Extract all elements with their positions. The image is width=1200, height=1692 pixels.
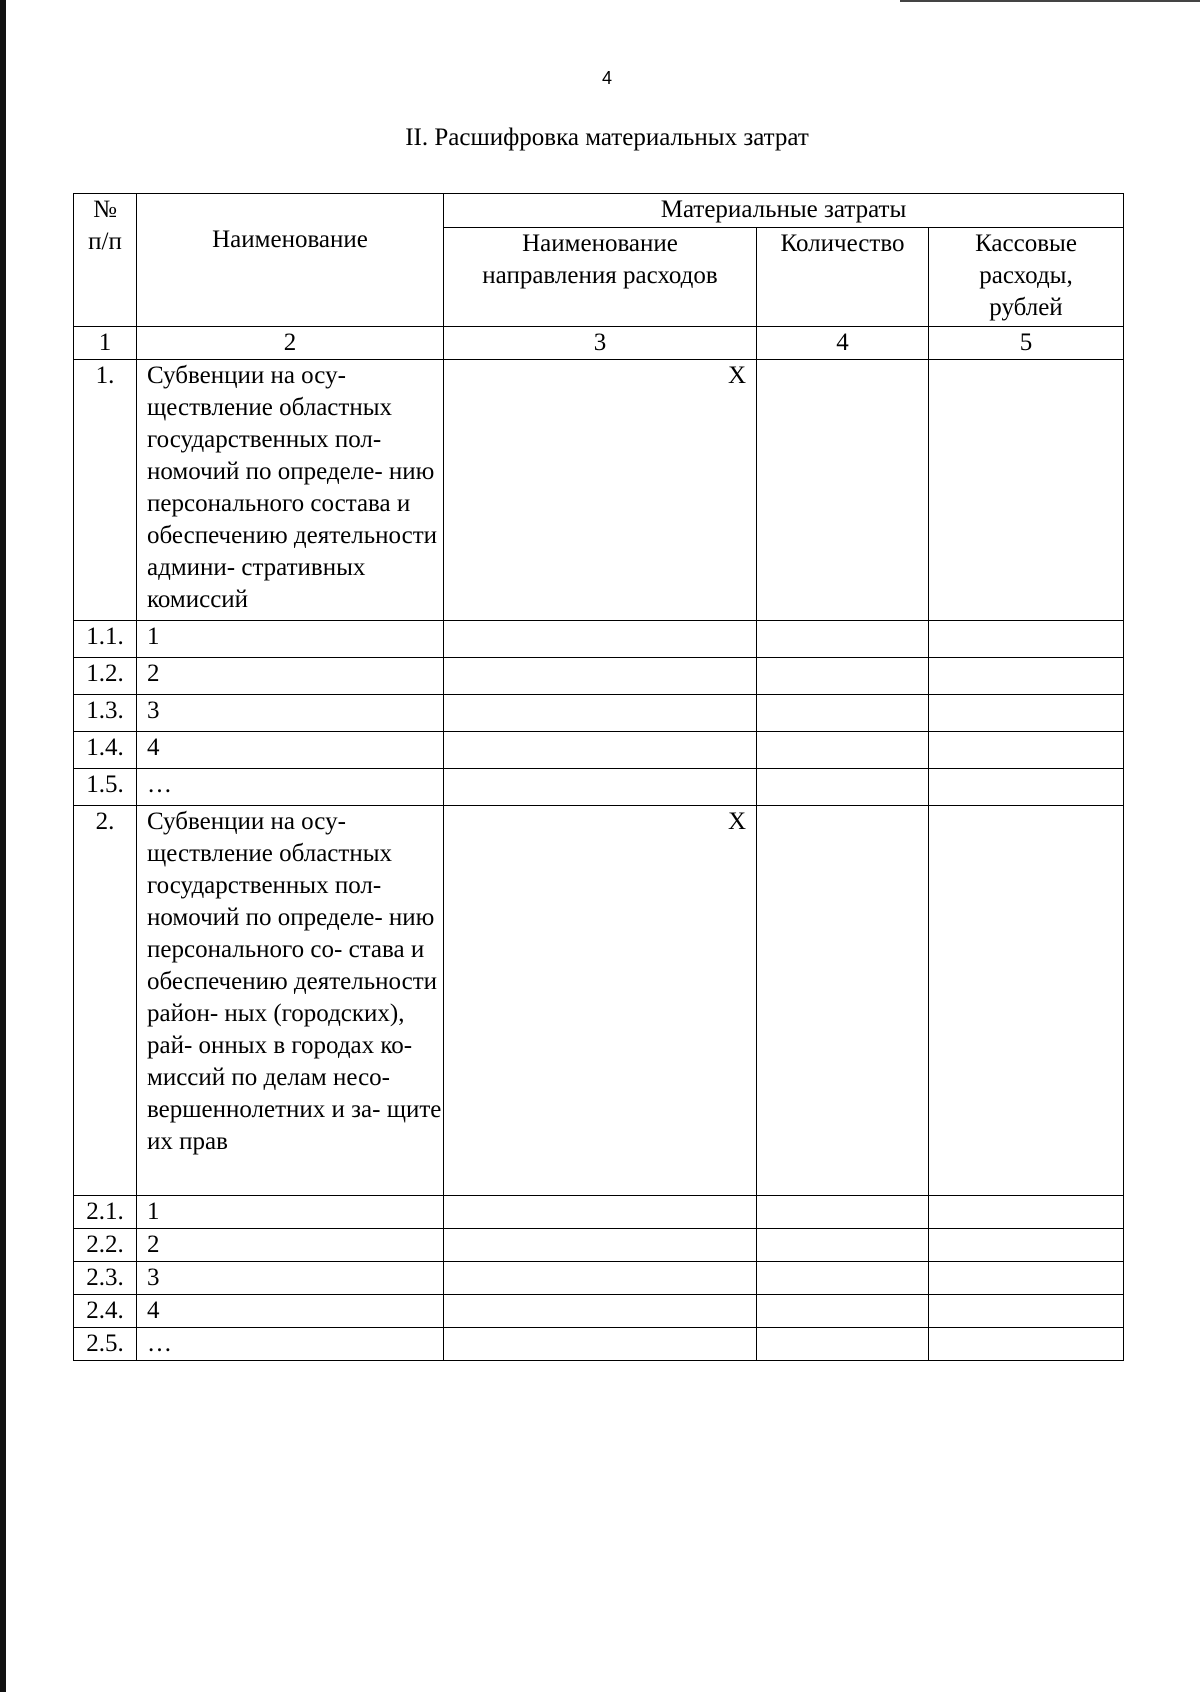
column-number: 1 xyxy=(74,327,137,360)
x-mark: X xyxy=(444,360,757,621)
header-quantity: Количество xyxy=(757,228,929,327)
table-row xyxy=(74,806,1124,1196)
row-number: 2.1. xyxy=(74,1196,137,1229)
table-row xyxy=(74,1196,1124,1229)
row-number: 1. xyxy=(74,360,137,621)
cash-expenses-cell xyxy=(929,695,1124,732)
table-row xyxy=(74,769,1124,806)
row-name: … xyxy=(137,1328,444,1361)
direction-cell xyxy=(444,621,757,658)
header-number: № п/п xyxy=(74,194,137,327)
header-cash-expenses: Кассовые расходы, рублей xyxy=(929,228,1124,327)
row-name: 3 xyxy=(137,1262,444,1295)
cash-expenses-cell xyxy=(929,732,1124,769)
cash-expenses-cell xyxy=(929,621,1124,658)
row-name: 2 xyxy=(137,1229,444,1262)
quantity-cell xyxy=(757,658,929,695)
column-number: 4 xyxy=(757,327,929,360)
quantity-cell xyxy=(757,695,929,732)
material-costs-table xyxy=(73,193,1124,1361)
quantity-cell xyxy=(757,1229,929,1262)
row-number: 1.1. xyxy=(74,621,137,658)
cash-expenses-cell xyxy=(929,1295,1124,1328)
table-row xyxy=(74,1229,1124,1262)
row-number: 2. xyxy=(74,806,137,1196)
row-name: 4 xyxy=(137,732,444,769)
cash-expenses-cell xyxy=(929,806,1124,1196)
table-row xyxy=(74,360,1124,621)
quantity-cell xyxy=(757,621,929,658)
scan-top-edge xyxy=(900,0,1200,2)
x-mark: X xyxy=(444,806,757,1196)
page-number: 4 xyxy=(601,68,612,88)
table-row xyxy=(74,621,1124,658)
cash-expenses-cell xyxy=(929,769,1124,806)
column-number: 5 xyxy=(929,327,1124,360)
table-row xyxy=(74,695,1124,732)
direction-cell xyxy=(444,1196,757,1229)
cash-expenses-cell xyxy=(929,1196,1124,1229)
row-number: 2.2. xyxy=(74,1229,137,1262)
quantity-cell xyxy=(757,1196,929,1229)
scan-left-edge xyxy=(0,0,6,1692)
direction-cell xyxy=(444,732,757,769)
direction-cell xyxy=(444,769,757,806)
row-number: 2.4. xyxy=(74,1295,137,1328)
quantity-cell xyxy=(757,1295,929,1328)
column-number: 3 xyxy=(444,327,757,360)
row-name: 1 xyxy=(137,621,444,658)
direction-cell xyxy=(444,1262,757,1295)
table-row xyxy=(74,1295,1124,1328)
direction-cell xyxy=(444,695,757,732)
cash-expenses-cell xyxy=(929,360,1124,621)
column-number-row xyxy=(74,327,1124,360)
row-name: 4 xyxy=(137,1295,444,1328)
table-row xyxy=(74,658,1124,695)
quantity-cell xyxy=(757,806,929,1196)
row-name: Субвенции на осу- ществление областных государственных пол- номочий по определе- нию персонального состава и обеспечению деятельности админи- стративных комиссий xyxy=(137,360,444,621)
row-number: 1.3. xyxy=(74,695,137,732)
direction-cell xyxy=(444,1328,757,1361)
row-name: … xyxy=(137,769,444,806)
cash-expenses-cell xyxy=(929,1262,1124,1295)
row-name: Субвенции на осу- ществление областных государственных пол- номочий по определе- нию персонального со- става и обеспечению деятельности район- ных (городских), рай- онных в городах ко- миссий по делам несо- вершеннолетних и за- щите их прав xyxy=(137,806,444,1196)
row-name: 2 xyxy=(137,658,444,695)
cash-expenses-cell xyxy=(929,658,1124,695)
header-material-costs: Материальные затраты xyxy=(444,194,1124,228)
quantity-cell xyxy=(757,769,929,806)
row-number: 1.5. xyxy=(74,769,137,806)
quantity-cell xyxy=(757,1328,929,1361)
table-row xyxy=(74,1262,1124,1295)
row-number: 1.4. xyxy=(74,732,137,769)
row-number: 1.2. xyxy=(74,658,137,695)
cash-expenses-cell xyxy=(929,1229,1124,1262)
row-number: 2.3. xyxy=(74,1262,137,1295)
table-row xyxy=(74,732,1124,769)
header-direction: Наименование направления расходов xyxy=(444,228,757,327)
cash-expenses-cell xyxy=(929,1328,1124,1361)
table-row xyxy=(74,1328,1124,1361)
direction-cell xyxy=(444,1295,757,1328)
row-number: 2.5. xyxy=(74,1328,137,1361)
quantity-cell xyxy=(757,732,929,769)
row-name: 1 xyxy=(137,1196,444,1229)
header-name: Наименование xyxy=(137,194,444,327)
direction-cell xyxy=(444,658,757,695)
direction-cell xyxy=(444,1229,757,1262)
quantity-cell xyxy=(757,1262,929,1295)
document-title: II. Расшифровка материальных затрат xyxy=(405,124,809,151)
quantity-cell xyxy=(757,360,929,621)
row-name: 3 xyxy=(137,695,444,732)
column-number: 2 xyxy=(137,327,444,360)
